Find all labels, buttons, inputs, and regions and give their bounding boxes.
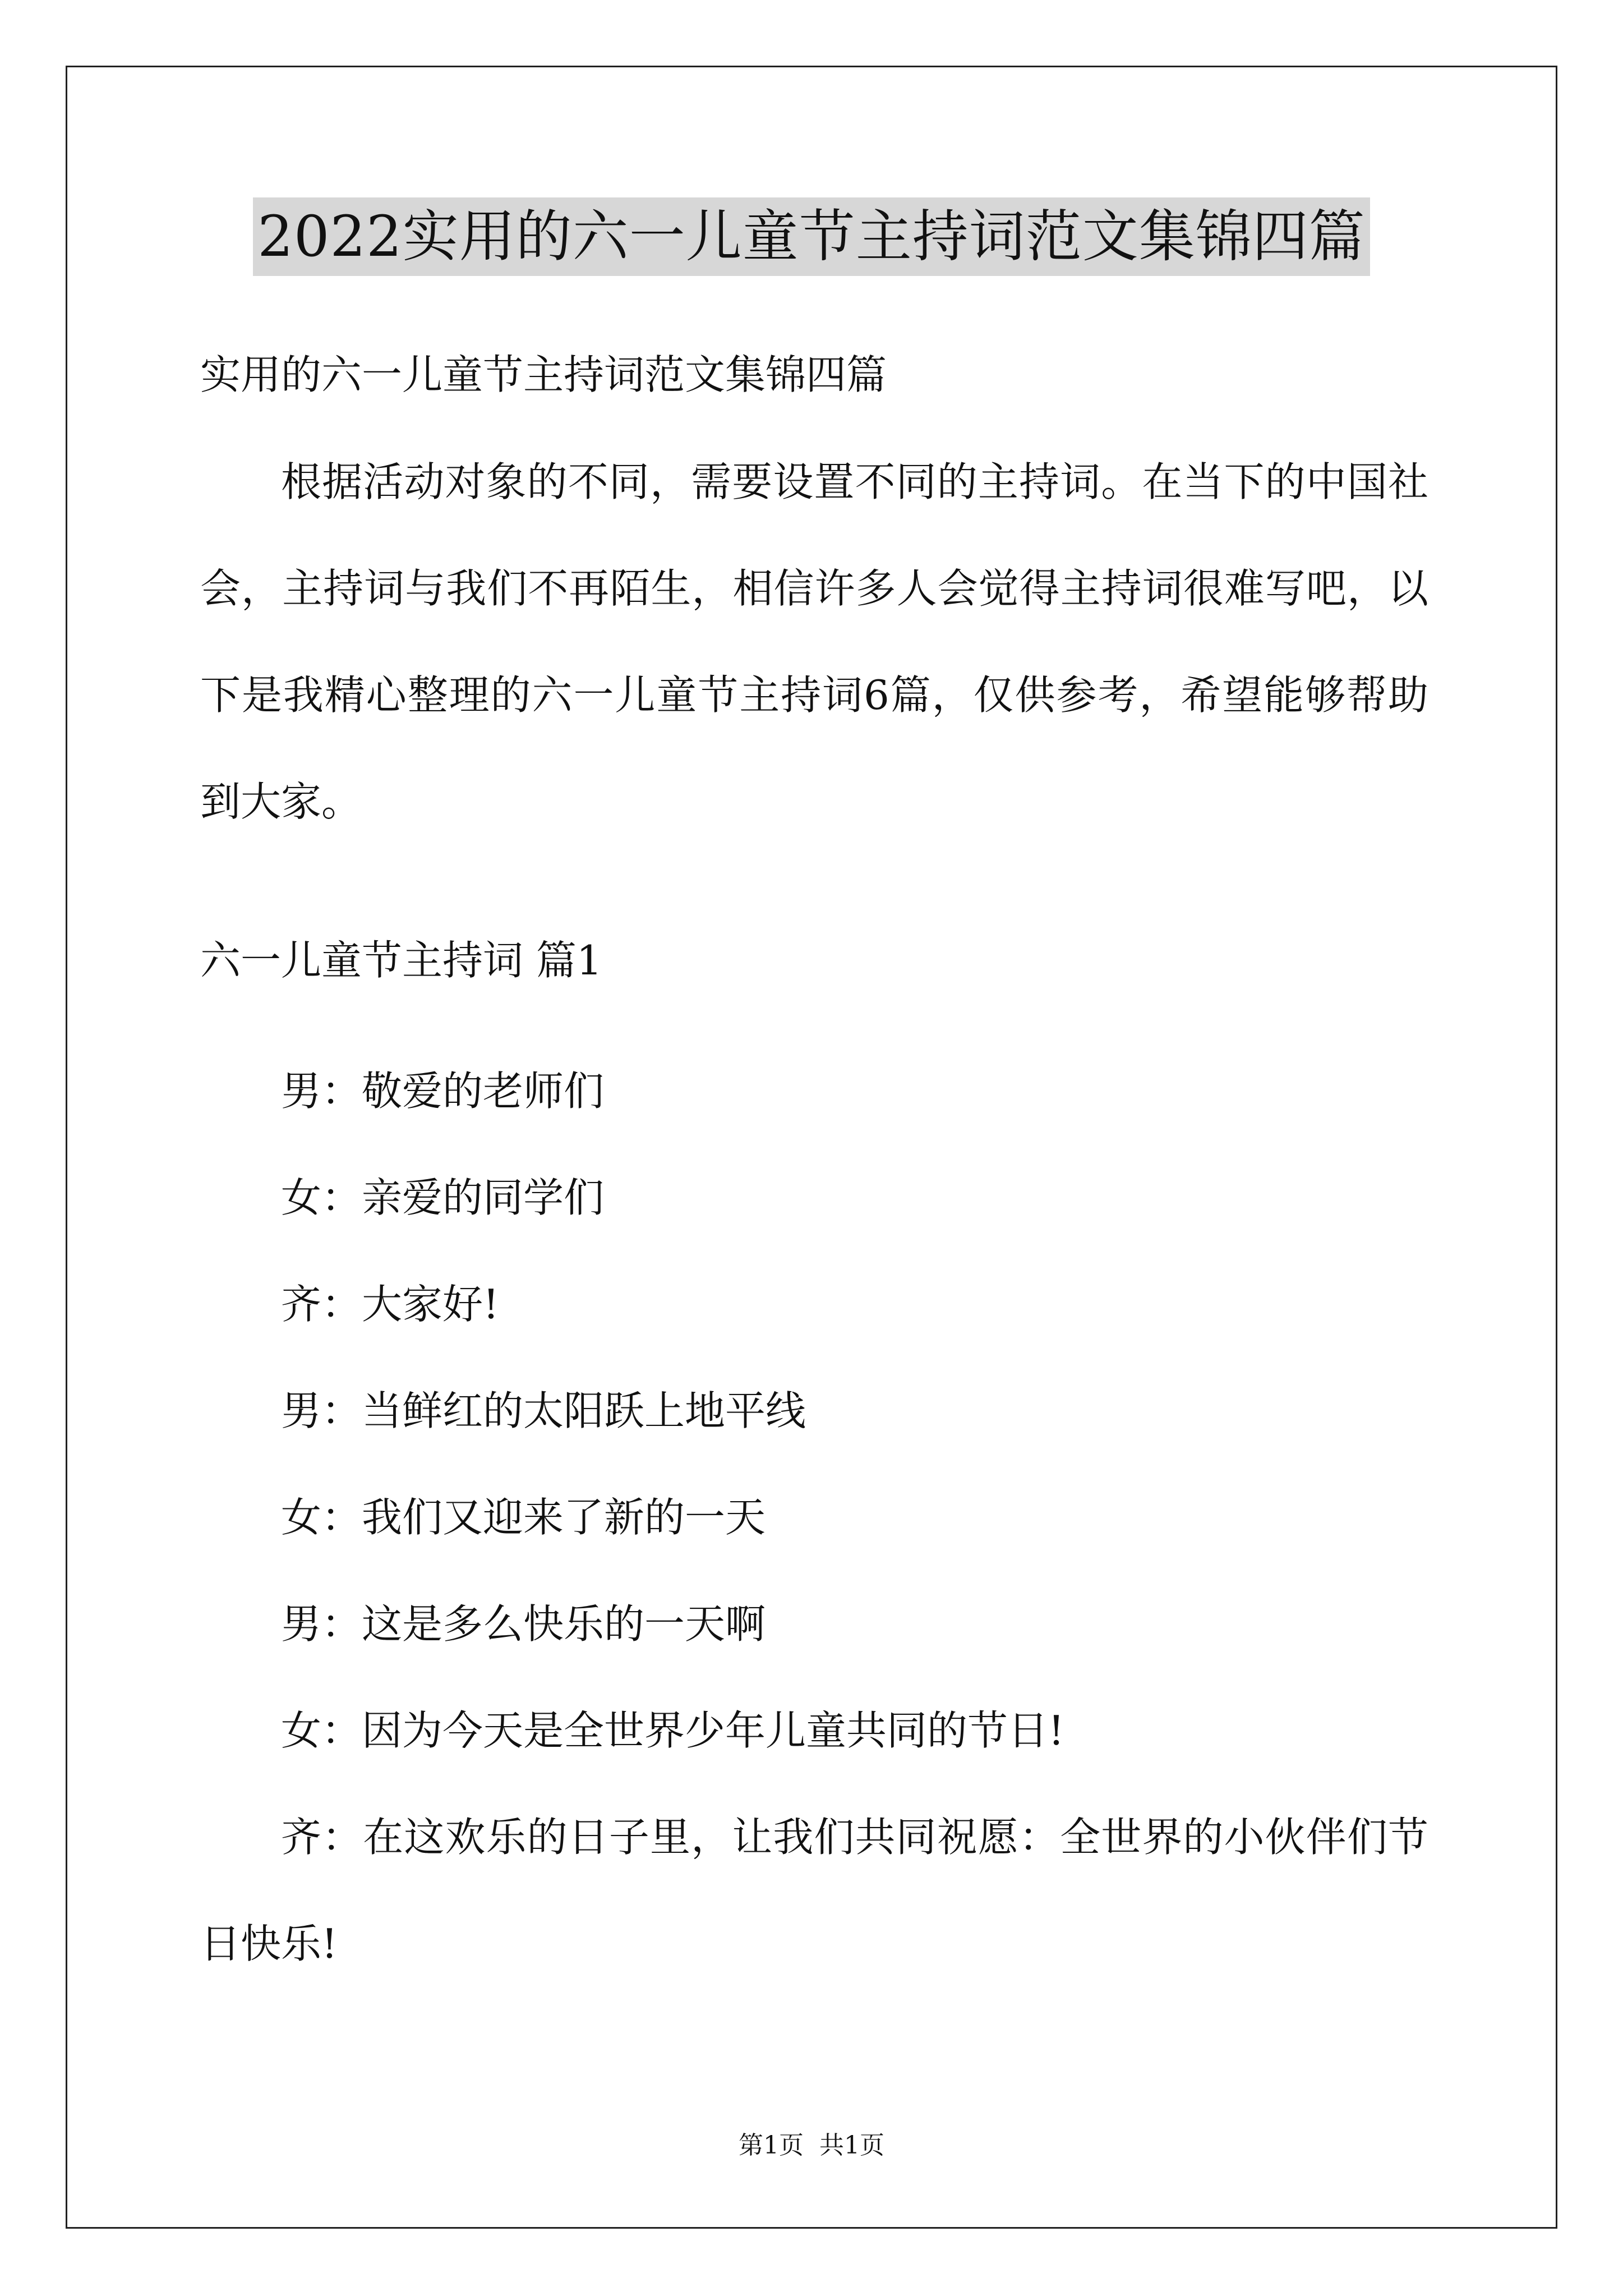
document-body (200, 348, 1428, 1997)
dialogue-line: 女：亲爱的同学们 (281, 1174, 605, 1221)
dialogue-line: 女：因为今天是全世界少年儿童共同的节日! (281, 1707, 1064, 1754)
dialogue-line: 男：当鲜红的太阳跃上地平线 (281, 1387, 806, 1434)
dialogue-list (200, 1038, 1428, 1997)
document-subtitle: 实用的六一儿童节主持词范文集锦四篇 (200, 351, 887, 398)
dialogue-line: 齐：在这欢乐的日子里，让我们共同祝愿：全世界的小伙伴们节日快乐! (200, 1814, 1428, 1967)
dialogue-line: 男：敬爱的老师们 (281, 1068, 605, 1115)
dialogue-line: 男：这是多么快乐的一天啊 (281, 1600, 766, 1648)
section-heading: 六一儿童节主持词 篇1 (200, 937, 602, 984)
dialogue-line: 齐：大家好! (281, 1281, 499, 1328)
dialogue-line: 女：我们又迎来了新的一天 (281, 1494, 766, 1541)
document-title-block (0, 197, 1623, 276)
intro-paragraph: 根据活动对象的不同，需要设置不同的主持词。在当下的中国社会，主持词与我们不再陌生，相信许多人会觉得主持词很难写吧，以下是我精心整理的六一儿童节主持词6篇，仅供参考，希望能够帮助到大家。 (200, 458, 1428, 825)
page-footer: 第1页 共1页 (739, 2131, 884, 2160)
document-title: 2022实用的六一儿童节主持词范文集锦四篇 (253, 197, 1370, 276)
